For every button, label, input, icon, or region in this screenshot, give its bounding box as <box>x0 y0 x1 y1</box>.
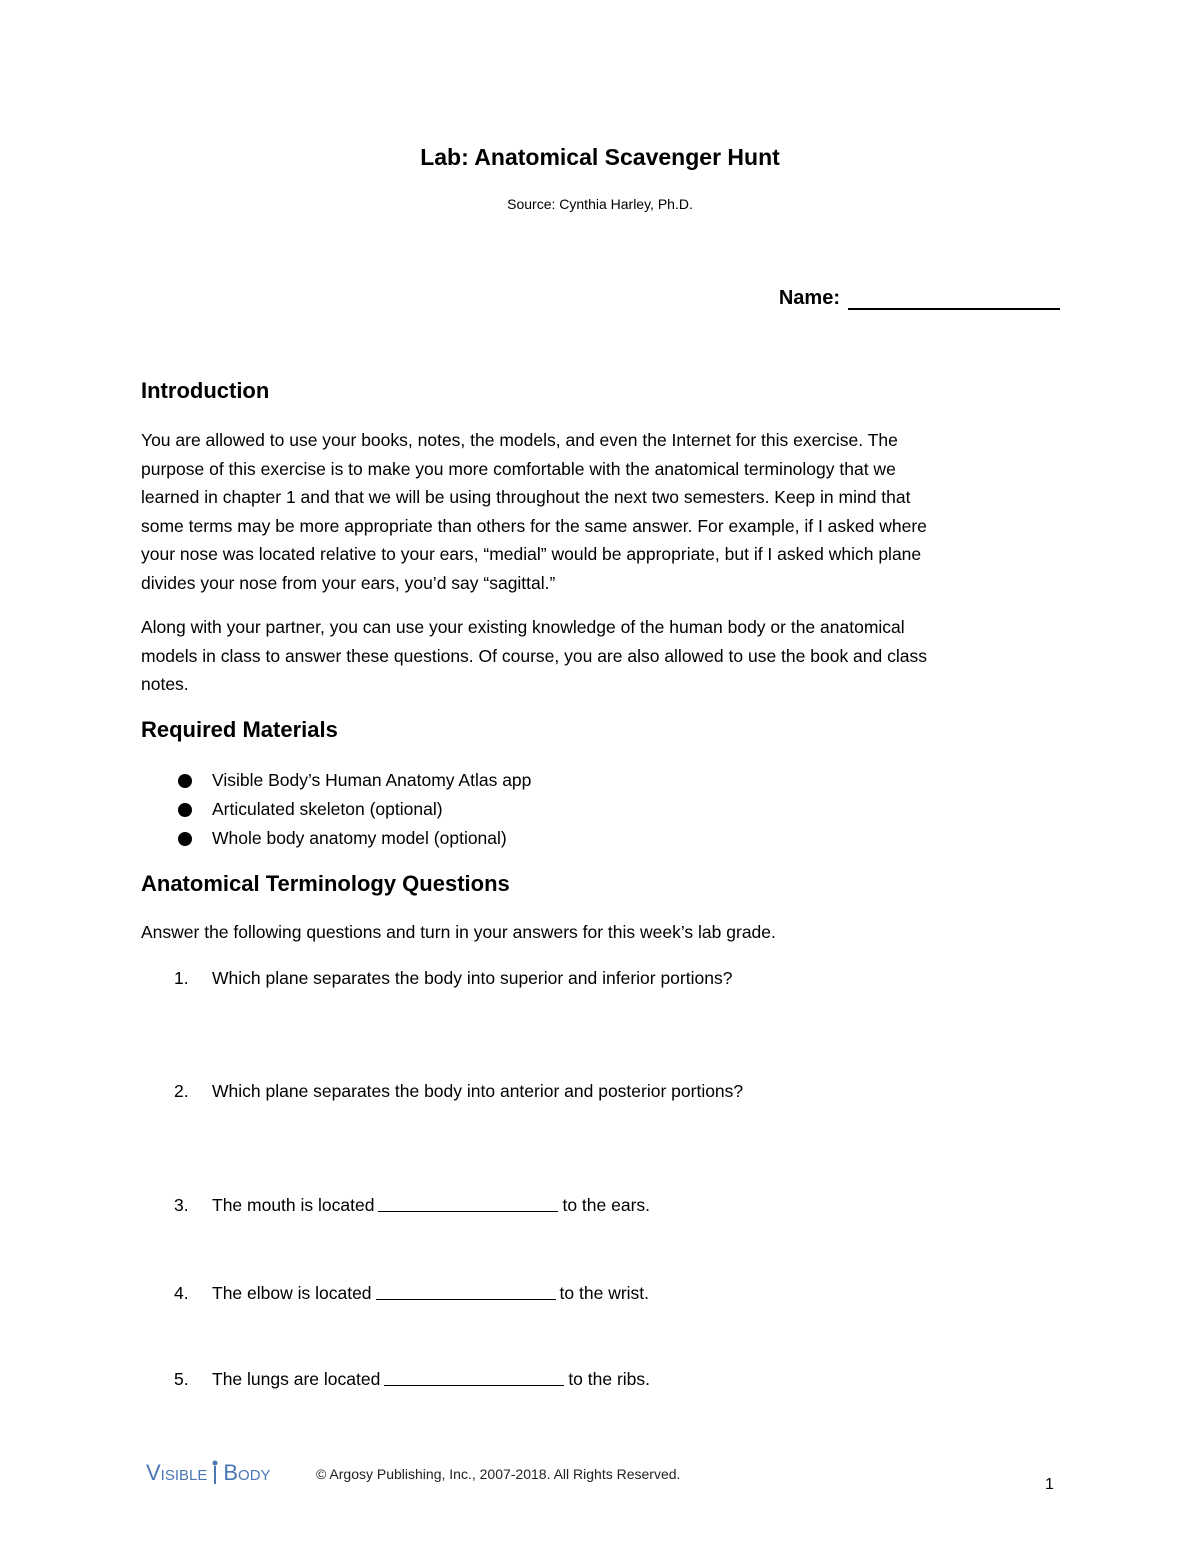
page-number: 1 <box>1045 1476 1054 1493</box>
question-number: 2. <box>174 1081 189 1101</box>
name-label: Name: <box>778 287 840 309</box>
question-item <box>174 1193 650 1217</box>
name-blank-line[interactable] <box>848 286 1060 310</box>
question-text: Which plane separates the body into superior and inferior portions? <box>212 968 733 988</box>
question-text-before: The lungs are located <box>212 1369 381 1389</box>
question-number: 5. <box>174 1369 189 1389</box>
introduction-paragraph-1 <box>141 426 1051 598</box>
human-figure-icon <box>211 1460 219 1486</box>
materials-list <box>178 766 531 853</box>
intro-line: learned in chapter 1 and that we will be using throughout the next two semesters. Keep in mind that <box>141 487 911 508</box>
questions-instruction: Answer the following questions and turn in your answers for this week’s lab grade. <box>141 922 776 942</box>
intro-line: You are allowed to use your books, notes, the models, and even the Internet for this exercise. The <box>141 430 898 450</box>
intro-line: some terms may be more appropriate than others for the same answer. For example, if I asked where <box>141 515 927 536</box>
bullet-icon <box>178 832 192 846</box>
introduction-heading: Introduction <box>141 378 270 403</box>
logo-text-visible: Visible <box>146 1460 208 1485</box>
name-field-row <box>779 286 1060 310</box>
question-text-after: to the ears. <box>562 1195 651 1215</box>
materials-heading: Required Materials <box>141 717 338 742</box>
intro-line: divides your nose from your ears, you’d say “sagittal.” <box>141 572 556 593</box>
bullet-icon <box>178 803 192 817</box>
question-number: 3. <box>174 1195 189 1215</box>
intro-line: notes. <box>141 674 189 695</box>
list-item <box>178 795 531 824</box>
intro-line: purpose of this exercise is to make you more comfortable with the anatomical terminology that we <box>141 458 896 479</box>
questions-heading: Anatomical Terminology Questions <box>141 871 510 896</box>
intro-line: your nose was located relative to your ears, “medial” would be appropriate, but if I asked which plane <box>141 544 922 565</box>
list-item <box>178 766 531 795</box>
material-label: Visible Body’s Human Anatomy Atlas app <box>212 770 532 790</box>
question-text: Which plane separates the body into anterior and posterior portions? <box>212 1081 744 1101</box>
question-item <box>174 966 732 990</box>
document-source: Source: Cynthia Harley, Ph.D. <box>507 196 693 212</box>
logo-text-body: Body <box>223 1460 271 1485</box>
material-label: Articulated skeleton (optional) <box>212 799 443 819</box>
question-number: 1. <box>174 968 189 988</box>
material-label: Whole body anatomy model (optional) <box>212 828 507 848</box>
answer-blank[interactable] <box>384 1367 564 1386</box>
visible-body-logo <box>146 1460 271 1486</box>
copyright-notice: © Argosy Publishing, Inc., 2007-2018. All Rights Reserved. <box>316 1466 681 1482</box>
intro-line: Along with your partner, you can use your existing knowledge of the human body or the anatomical <box>141 617 905 637</box>
question-text-after: to the wrist. <box>559 1283 650 1303</box>
list-item <box>178 824 531 853</box>
question-text-before: The mouth is located <box>212 1195 375 1215</box>
question-text-before: The elbow is located <box>212 1283 372 1303</box>
bullet-icon <box>178 774 192 788</box>
answer-blank[interactable] <box>378 1193 558 1212</box>
document-title: Lab: Anatomical Scavenger Hunt <box>420 144 780 170</box>
question-text-after: to the ribs. <box>568 1369 651 1389</box>
question-item <box>174 1079 743 1103</box>
introduction-paragraph-2 <box>141 613 1051 699</box>
answer-blank[interactable] <box>376 1281 556 1300</box>
question-number: 4. <box>174 1283 189 1303</box>
question-item <box>174 1367 650 1391</box>
question-item <box>174 1281 649 1305</box>
intro-line: models in class to answer these questions. Of course, you are also allowed to use the book and class <box>141 645 927 666</box>
